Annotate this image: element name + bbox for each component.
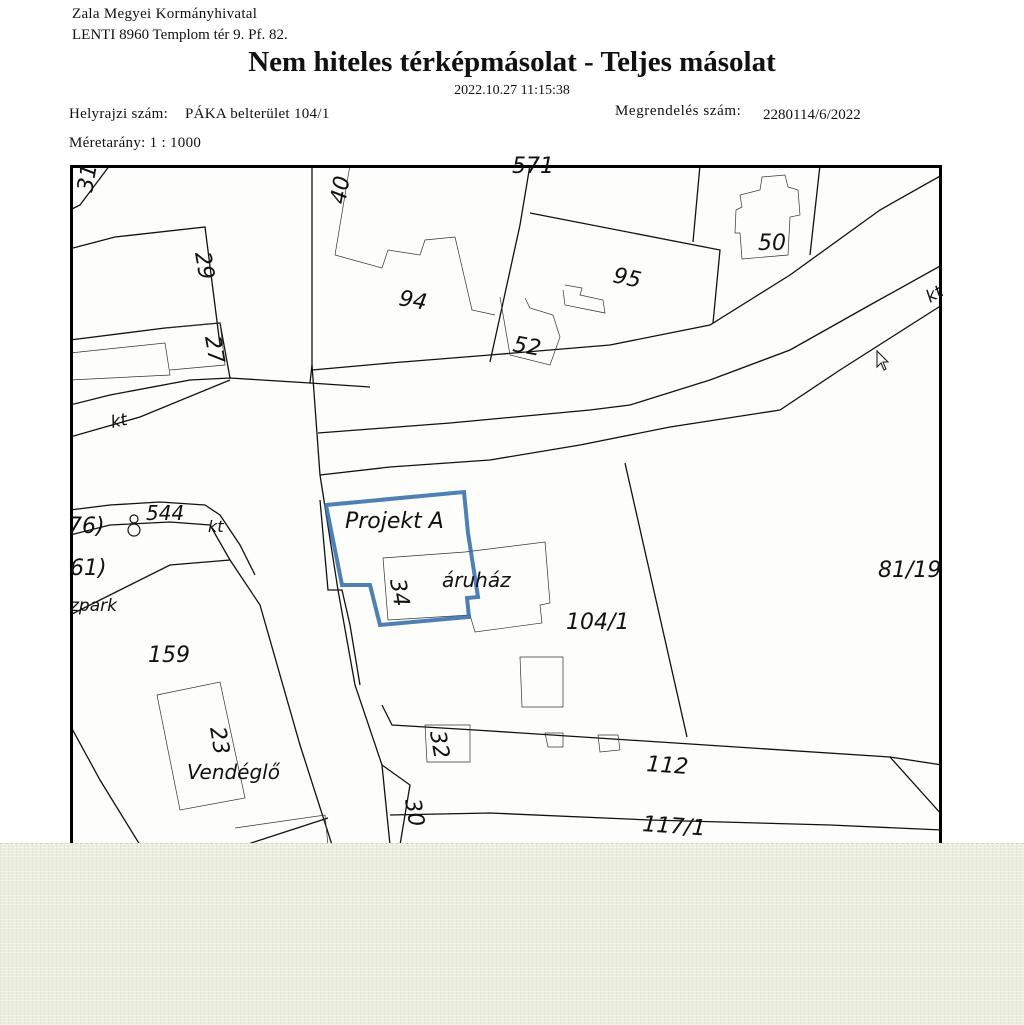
parcel-label: 76) xyxy=(68,514,105,539)
parcel-label: 81/19 xyxy=(878,558,942,583)
parcel-label: 31 xyxy=(73,162,103,195)
parcel-label: 112 xyxy=(645,752,690,780)
parcel-label: 50 xyxy=(758,231,786,256)
page-title: Nem hiteles térképmásolat - Teljes másolat xyxy=(248,46,776,78)
parcel-label: 23 xyxy=(204,724,234,757)
office-address: LENTI 8960 Templom tér 9. Pf. 82. xyxy=(72,27,288,43)
paper-background xyxy=(0,843,1024,1025)
project-label: Projekt A xyxy=(345,509,444,534)
cadastral-map[interactable] xyxy=(68,154,947,845)
parcel-label: 29 xyxy=(189,249,219,282)
order-number-label: Megrendelés szám: xyxy=(615,103,742,119)
timestamp: 2022.10.27 11:15:38 xyxy=(454,83,570,98)
road-label: kt xyxy=(108,409,130,433)
map-scale: Méretarány: 1 : 1000 xyxy=(69,135,202,151)
parcel-label: 94 xyxy=(396,286,429,316)
parcel-label: 95 xyxy=(610,263,644,294)
parcel-label: 30 xyxy=(399,796,429,829)
parcel-label: 571 xyxy=(512,154,554,179)
building-label: áruház xyxy=(442,568,511,592)
order-number-value: 2280114/6/2022 xyxy=(763,107,861,123)
road-label: kt xyxy=(208,517,224,536)
parcel-label: 159 xyxy=(148,643,190,668)
parcel-label: 104/1 xyxy=(566,610,630,635)
office-name: Zala Megyei Kormányhivatal xyxy=(72,6,258,22)
road-label: kt xyxy=(922,281,947,308)
parcel-label: 40 xyxy=(326,174,356,207)
mouse-cursor-icon xyxy=(876,350,892,374)
parcel-label: 34 xyxy=(384,576,414,609)
parcel-number-label: Helyrajzi szám: xyxy=(69,106,169,122)
parcel-label: 27 xyxy=(199,333,229,366)
parcel-number-value: PÁKA belterület 104/1 xyxy=(185,106,330,122)
parcel-label: 117/1 xyxy=(641,812,707,842)
building-label: Vendéglő xyxy=(187,760,280,784)
parcel-label: 52 xyxy=(510,332,543,362)
area-label: zpark xyxy=(70,596,117,616)
parcel-label: 32 xyxy=(424,728,454,761)
parcel-label: 544 xyxy=(146,501,185,525)
parcel-label: 61) xyxy=(70,556,107,581)
